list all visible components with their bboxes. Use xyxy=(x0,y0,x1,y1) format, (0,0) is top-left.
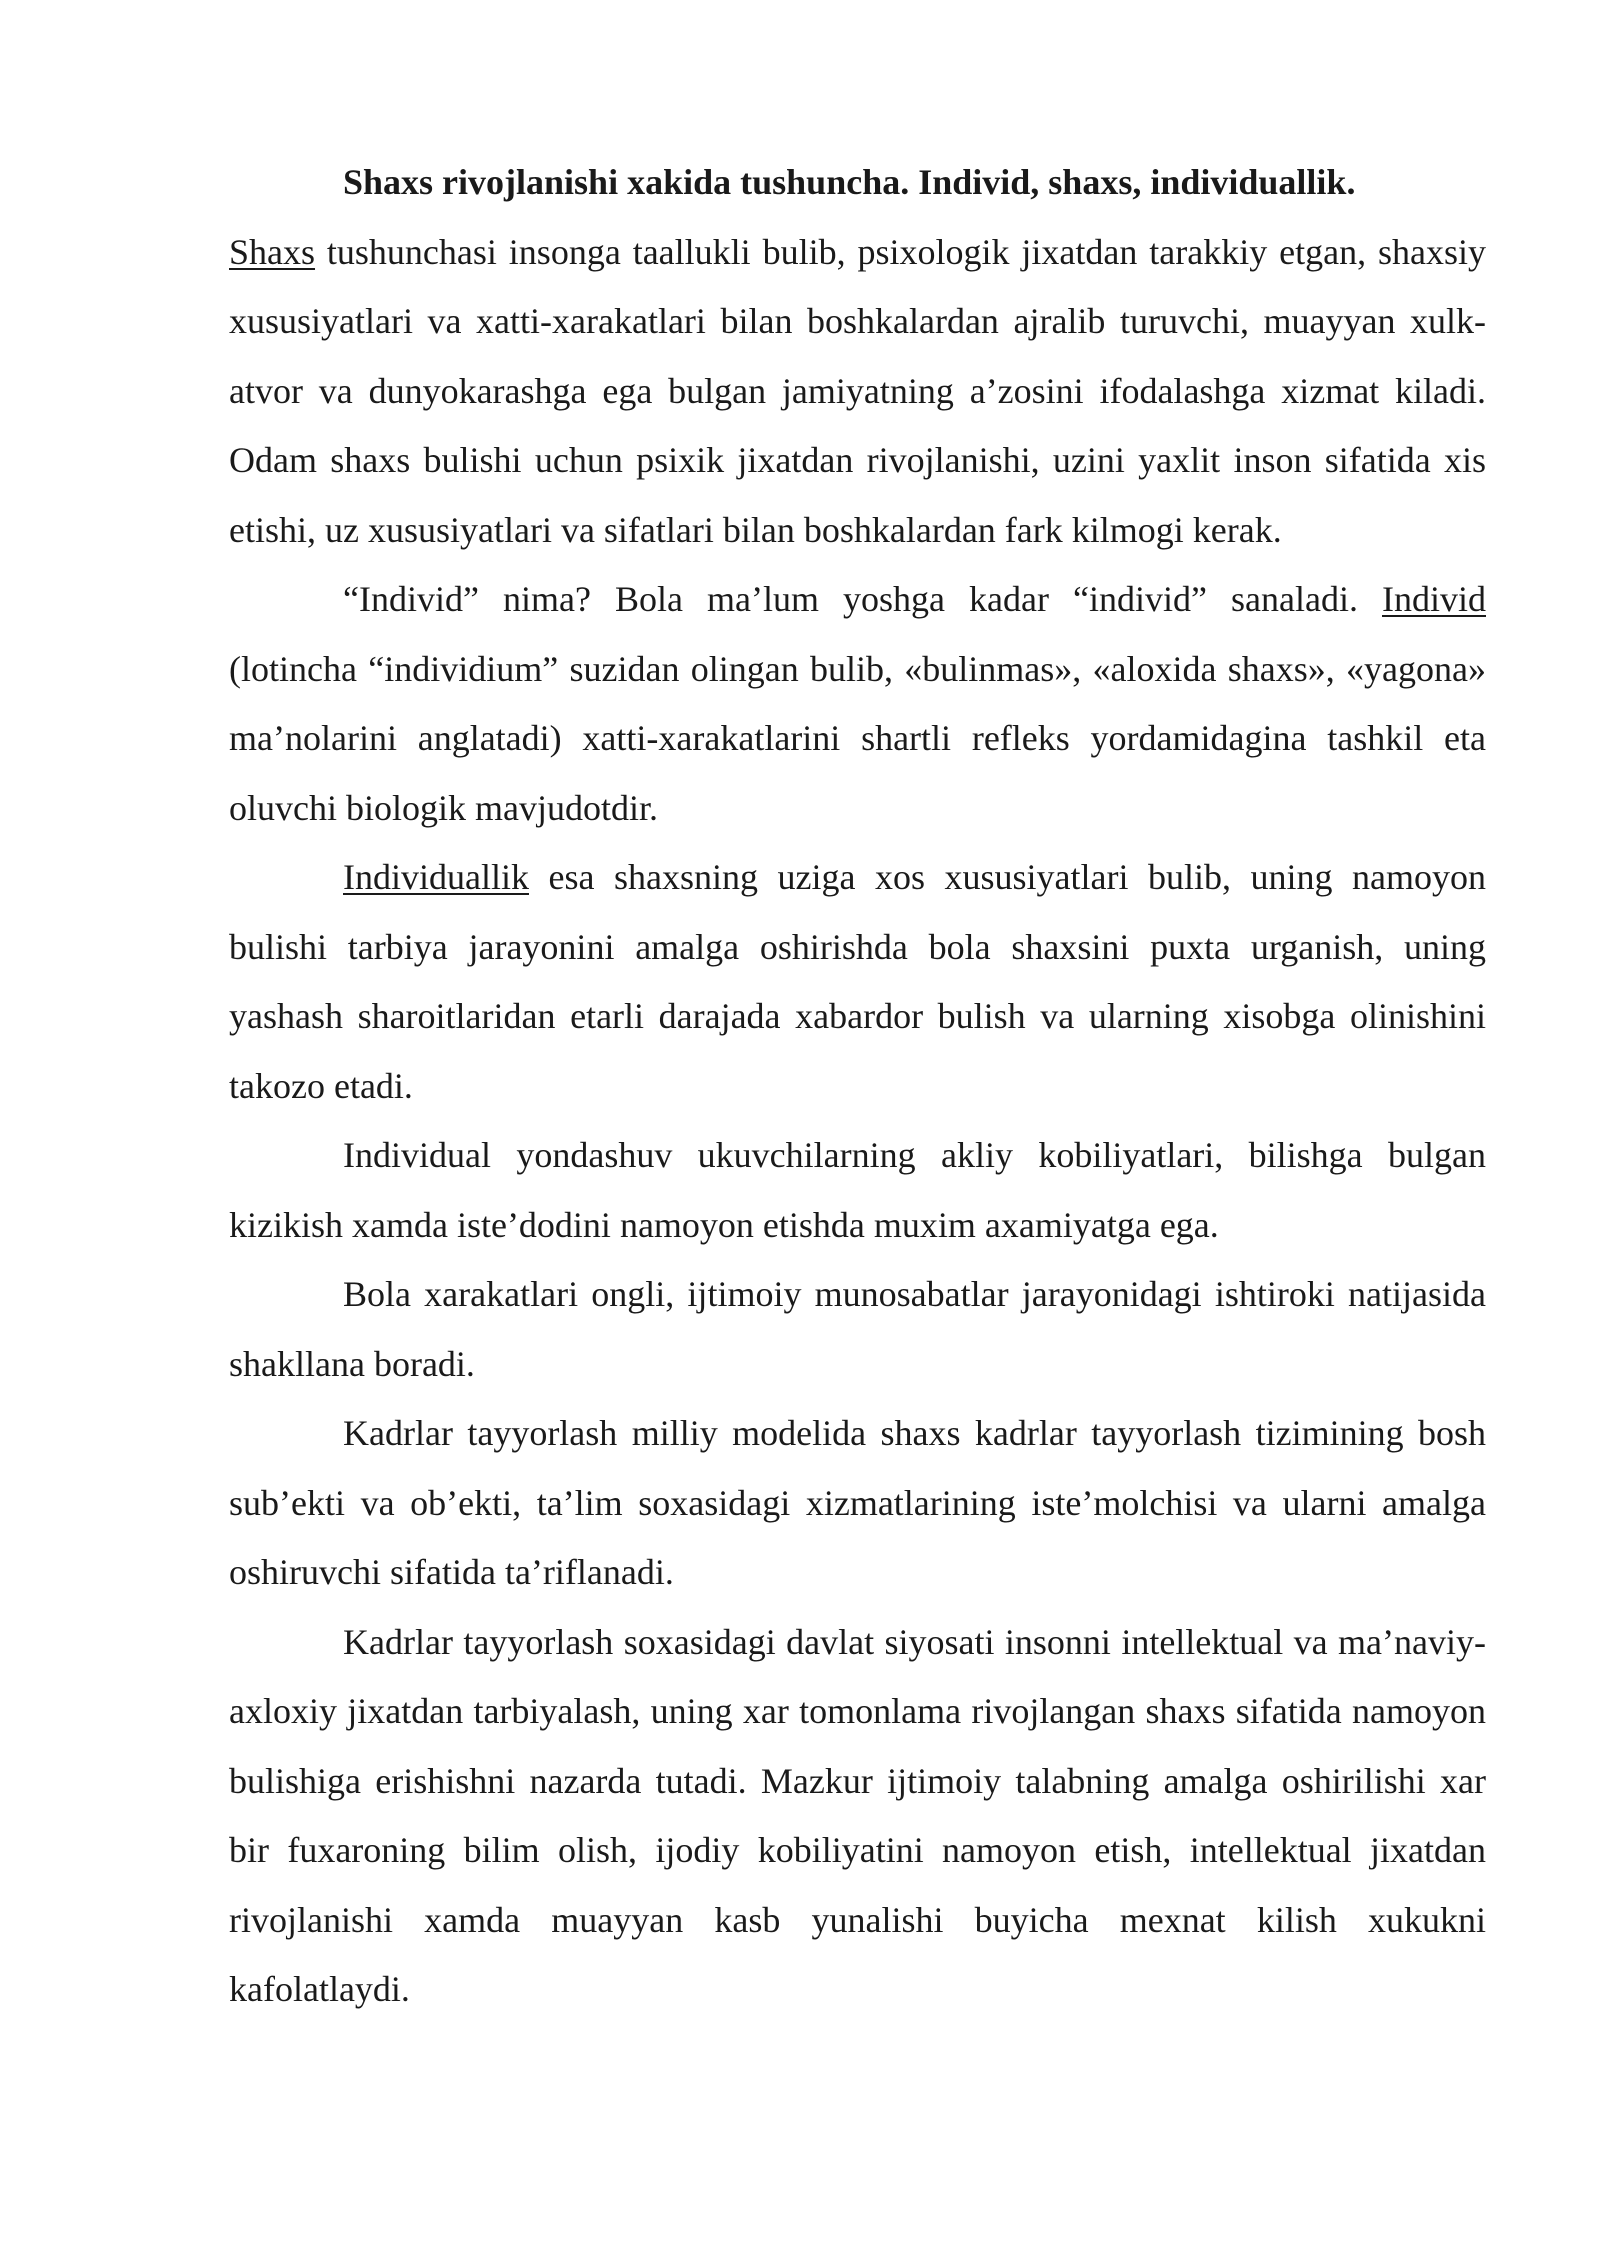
term-shaxs: Shaxs xyxy=(229,231,316,272)
paragraph-davlat-siyosati xyxy=(229,1608,1486,2025)
paragraph-individual-yondashuv xyxy=(229,1121,1486,1260)
paragraph-bola-xarakatlari xyxy=(229,1260,1486,1399)
paragraph-individ xyxy=(229,565,1486,843)
paragraph-lead: “Individ” nima? Bola ma’lum yoshga kadar “individ” sanaladi. xyxy=(343,579,1382,619)
paragraph-shaxs xyxy=(229,218,1486,566)
paragraph-text: Kadrlar tayyorlash milliy modelida shaxs kadrlar tayyorlash tizimining bosh sub’ekti va ob’ekti, ta’lim soxasidagi xizmatlarining iste’molchisi va ularni amalga oshiruvchi sifatida ta’riflanadi. xyxy=(229,1413,1486,1592)
paragraph-text: tushunchasi insonga taallukli bulib, psixologik jixatdan tarakkiy etgan, shaxsiy xususiyatlari va xatti-xarakatlari bilan boshkalardan ajralib turuvchi, muayyan xulk-atvor va dunyokarashga ega bulgan jamiyatning a’zosini ifodalashga xizmat kiladi. Odam shaxs bulishi uchun psixik jixatdan rivojlanishi, uzini yaxlit inson sifatida xis etishi, uz xususiyatlari va sifatlari bilan boshkalardan fark kilmogi kerak. xyxy=(229,231,1486,550)
paragraph-text: Kadrlar tayyorlash soxasidagi davlat siyosati insonni intellektual va ma’naviy-axloxiy jixatdan tarbiyalash, uning xar tomonlama rivojlangan shaxs sifatida namoyon bulishiga erishishni nazarda tutadi. Mazkur ijtimoiy talabning amalga oshirilishi xar bir fuxaroning bilim olish, ijodiy kobiliyatini namoyon etish, intellektual jixatdan rivojlanishi xamda muayyan kasb yunalishi buyicha mexnat kilish xukukni kafolatlaydi. xyxy=(229,1621,1486,2009)
paragraph-text: Individual yondashuv ukuvchilarning akliy kobiliyatlari, bilishga bulgan kizikish xamda iste’dodini namoyon etishda muxim axamiyatga ega. xyxy=(229,1135,1486,1245)
paragraph-kadrlar-modeli xyxy=(229,1399,1486,1608)
document-heading: Shaxs rivojlanishi xakida tushuncha. Individ, shaxs, individuallik. xyxy=(343,162,1356,202)
term-individ: Individ xyxy=(1382,579,1486,619)
paragraph-text: esa shaxsning uziga xos xususiyatlari bulib, uning namoyon bulishi tarbiya jarayonini amalga oshirishda bola shaxsini puxta urganish, uning yashash sharoitlaridan etarli darajada xabardor bulish va ularning xisobga olinishini takozo etadi. xyxy=(229,857,1486,1106)
term-individuallik: Individuallik xyxy=(343,857,529,897)
paragraph-individuallik xyxy=(229,843,1486,1121)
document-page xyxy=(229,148,1486,2025)
paragraph-text: (lotincha “individium” suzidan olingan bulib, «bulinmas», «aloxida shaxs», «yagona» ma’nolarini anglatadi) xatti-xarakatlarini shartli refleks yordamidagina tashkil eta oluvchi biologik mavjudotdir. xyxy=(229,648,1486,828)
paragraph-text: Bola xarakatlari ongli, ijtimoiy munosabatlar jarayonidagi ishtiroki natijasida shakllana boradi. xyxy=(229,1274,1486,1384)
heading-paragraph xyxy=(229,148,1486,218)
